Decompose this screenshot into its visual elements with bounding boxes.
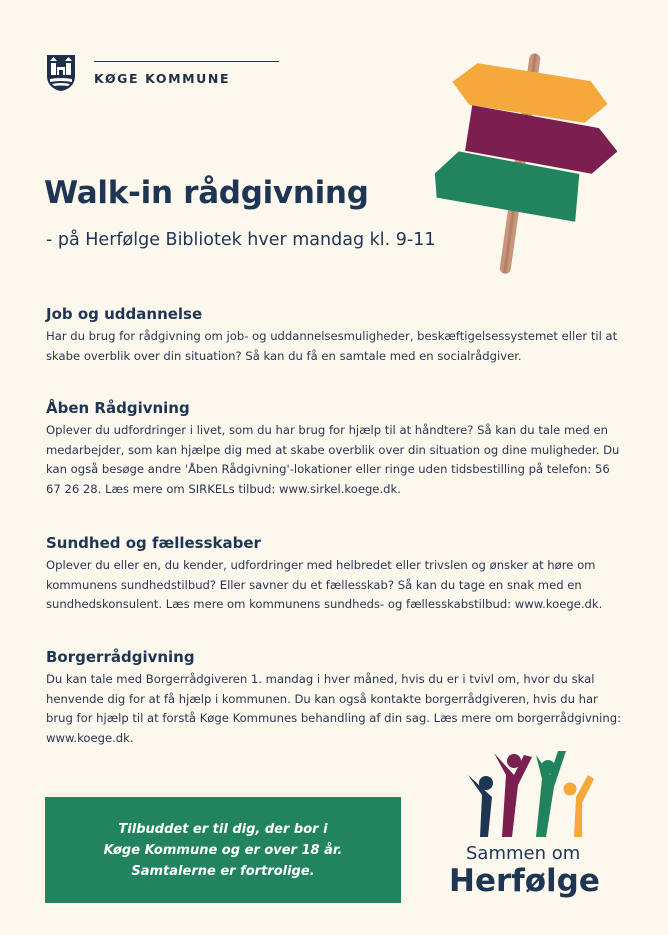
brand-line1: Sammen om [466,843,581,864]
callout-text [104,819,343,882]
people-cheering-icon [440,745,640,845]
callout-line: Køge Kommune og er over 18 år. [103,842,343,858]
section-aaben-raadgivning [46,399,626,499]
section-sundhed [46,534,626,615]
section-heading: Åben Rådgivning [46,399,190,417]
org-logo [46,54,231,92]
section-borgerraadgivning [46,648,626,748]
callout-line: Samtalerne er fortrolige. [131,863,315,879]
section-heading: Borgerrådgivning [46,648,195,666]
logo-divider [94,61,279,62]
section-body: Oplever du udfordringer i livet, som du har brug for hjælp til at håndtere? Så kan du tale med en medarbejder, som kan hjælpe dig med at skabe overblik over din situation og dine muligheder. Du kan også besøge andre 'Åben Rådgivning'-lokationer eller ringe uden tidsbestilling på telefon: 56 67 26 28. Læs mere om SIRKELs tilbud: www.sirkel.koege.dk. [46,423,620,496]
sammen-om-herfoelge-logo [440,745,640,915]
section-body: Du kan tale med Borgerrådgiveren 1. mandag i hver måned, hvis du er i tvivl om, hvor du skal henvende dig for at få hjælp i kommunen. Du kan også kontakte borgerrådgiveren, hvis du har brug for hjælp til at forstå Køge Kommunes behandling af din sag. Læs mere om borgerrådgivning: www.koege.dk. [46,672,621,745]
section-body: Har du brug for rådgivning om job- og uddannelsesmuligheder, beskæftigelsessystemet eller til at skabe overblik over din situation? Så kan du få en samtale med en socialrådgiver. [46,329,618,363]
org-name: KØGE KOMMUNE [94,71,231,86]
page-title: Walk-in rådgivning [44,175,369,211]
eligibility-callout [45,797,401,903]
coat-of-arms-icon [46,54,76,92]
section-body: Oplever du eller en, du kender, udfordringer med helbredet eller trivslen og ønsker at høre om kommunens sundhedstilbud? Eller savner du et fællesskab? Så kan du tage en snak med en sundhedskonsulent. Læs mere om kommunens sundheds- og fællesskabstilbud: www.koege.dk. [46,558,603,611]
section-heading: Sundhed og fællesskaber [46,534,261,552]
signpost-icon [430,48,630,283]
callout-line: Tilbuddet er til dig, der bor i [118,821,328,837]
section-heading: Job og uddannelse [46,305,203,323]
brand-line2: Herfølge [449,863,600,899]
page-subtitle: - på Herfølge Bibliotek hver mandag kl. 9-11 [46,230,436,250]
section-job [46,305,626,366]
